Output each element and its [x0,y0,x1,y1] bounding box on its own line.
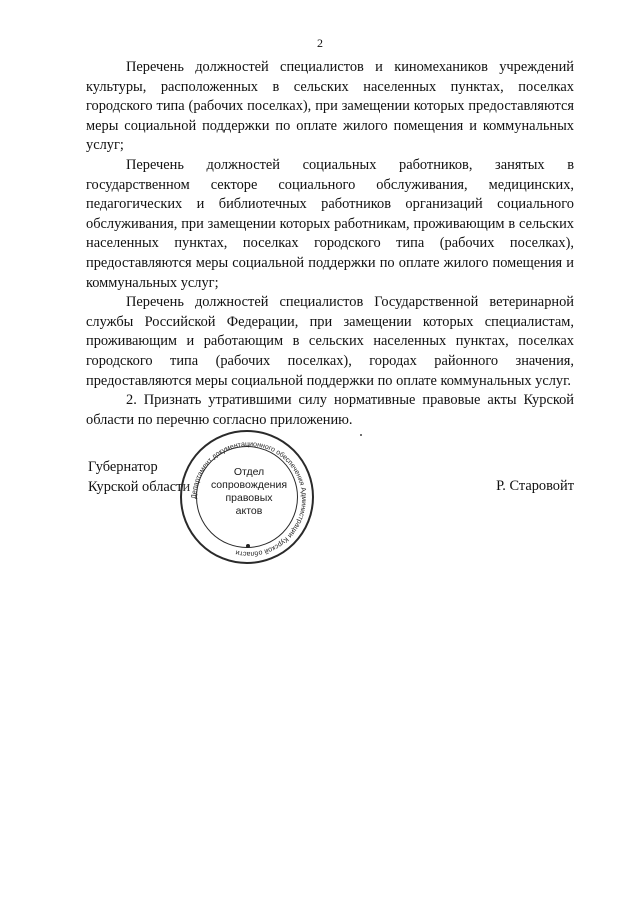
signature-title-line2: Курской области [88,478,191,495]
stamp-dot [246,544,250,548]
signatory-name: Р. Старовойт [496,478,574,494]
page-number: 2 [317,36,323,50]
stamp-center-text [182,466,316,518]
paragraph-social-workers: Перечень должностей социальных работников, занятых в государственном секторе социального обслуживания, медицинских, педагогических и библиотечных работников организаций социального обслуживания, при замещении которых работникам, проживающим в сельских населенных пунктах, поселках городского типа (рабочих поселках), предоставляются меры социальной поддержки по оплате жилого помещения и коммунальных услуг; [86,156,574,291]
signature-title [88,458,190,497]
paragraph-repeal-acts: 2. Признать утратившими силу нормативные правовые акты Курской области по перечню согласно приложению. [86,392,574,428]
svg-text:Департамент документационного: Департамент документационного обеспечения Администрации Курской области [190,440,308,558]
paragraph-veterinary-service: Перечень должностей специалистов Государственной ветеринарной службы Российской Федерации, при замещении которых специалистам, проживающим и работающим в сельских населенных пунктах, поселках городского типа (рабочих поселках), городах районного значения, предоставляются меры социальной поддержки по оплате коммунальных услуг. [86,294,574,389]
signature-title-line1: Губернатор [88,459,158,475]
scan-speck [360,434,362,436]
official-stamp [180,430,314,564]
paragraph-culture-specialists: Перечень должностей специалистов и киномехаников учреждений культуры, расположенных в сельских населенных пунктах, поселках городского типа (рабочих поселках), при замещении которых предоставляются меры социальной поддержки по оплате жилого помещения и коммунальных услуг; [86,59,574,154]
stamp-line-4: актов [235,505,263,517]
body-text [86,58,574,430]
stamp-line-3: правовых [225,492,273,504]
stamp-line-2: сопровождения [210,479,288,491]
stamp-line-1: Отдел [233,466,265,478]
